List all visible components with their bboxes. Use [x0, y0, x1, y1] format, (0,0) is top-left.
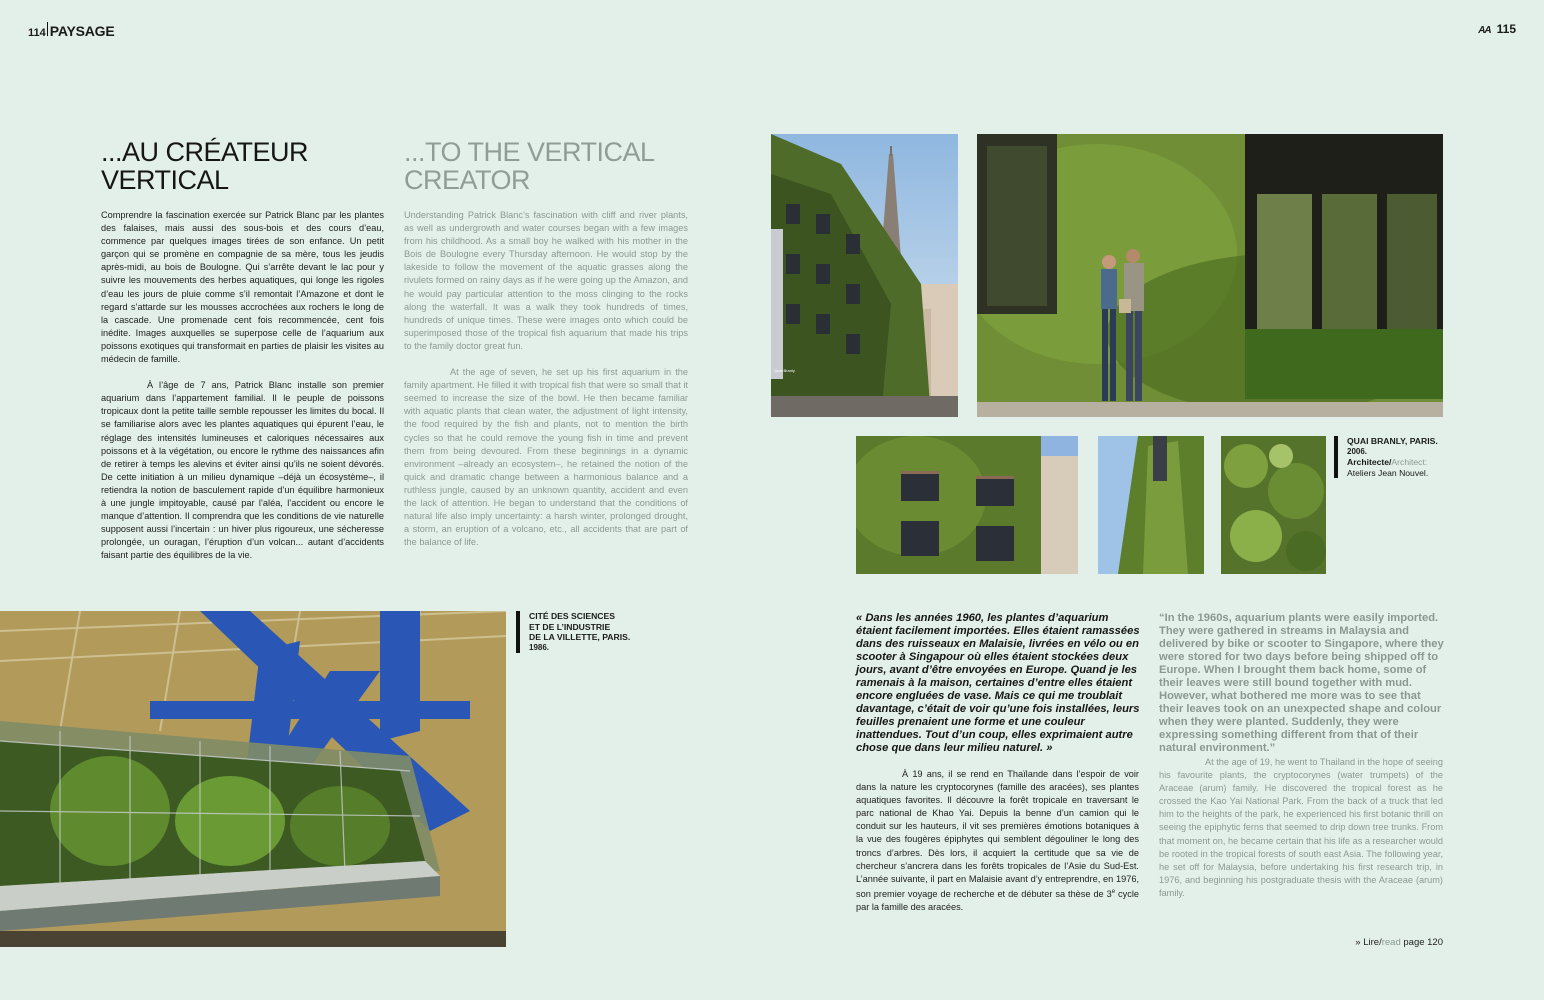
architect-label-en: Architect:: [1391, 457, 1428, 467]
architect-label-fr: Architecte: [1347, 457, 1390, 467]
photo-quai-branly-eiffel: [771, 134, 958, 417]
body-english-column-2: [1159, 756, 1443, 900]
photo-couple-green-wall: [977, 134, 1443, 417]
paragraph: À 19 ans, il se rend en Thaïlande dans l’espoir de voir dans la nature les cryptocorynes (famille des aracées), ses plantes aquatiques favorites. Il découvre la forêt tropicale en traversant le parc national de Khao Yai. Depuis la benne d’un camion qui le conduit sur les hauteurs, il vit ses premières émotions botaniques à la vue des fougères épiphytes qui semblent dégouliner le long des troncs d’arbres. Dès lors, il acquiert la certitude que sa vie de chercheur s’ancrera dans les forêts tropicales de l’Asie du Sud-Est. L’année suivante, il part en Malaisie avant d’y entreprendre, en 1976, son premier voyage de recherche et de débuter sa thèse de 3e cycle par la famille des aracées.: [856, 769, 1139, 912]
paragraph: À l’âge de 7 ans, Patrick Blanc installe son premier aquarium dans l’appartement familial. Il le peuple de poissons tropicaux dont la petite taille semble repousser les limites du bocal. Il se familiarise alors avec les plantes aquatiques qui épurent l’eau, le réglage des intensités lumineuses et caloriques nécessaires aux poissons et à la végétation, ou encore le rythme des naissances afin de retirer à temps les alevins et éviter ainsi qu’ils ne soient dévorés. De cette initiation à un milieu dynamique –déjà un écosystème–, il retiendra la notion de basculement rapide d’un équilibre harmonieux à une jungle impitoyable, causé par l’aléa, l’accident ou encore le manque d’attention. Il comprendra que les conditions de vie naturelle supposent aussi l’incertain : un hiver plus rigoureux, une sécheresse prolongée, un ouragan, l’éruption d’un volcan... autant d’accidents faisant partie des équilibres de la vie.: [101, 380, 384, 561]
heading-french: ...AU CRÉATEUR VERTICAL: [101, 137, 309, 195]
magazine-logo: AA: [1478, 25, 1491, 36]
body-english-column: [404, 209, 688, 549]
photo-wall-closeup: [1221, 436, 1326, 574]
caption-title: QUAI BRANLY, PARIS.: [1347, 436, 1438, 446]
folio-divider: [47, 22, 48, 36]
folio-left: [28, 22, 115, 39]
paragraph: Understanding Patrick Blanc’s fascination with cliff and river plants, as well as undergrowth and water courses began with a few images from his childhood. As a small boy he walked with his mother in the Bois de Boulogne every Thursday afternoon. He would stop by the lakeside to follow the movement of the aquatic grasses along the rivulets formed on rainy days as if he were going up the Amazon, and he would pay particular attention to the moss clinging to the rocks along the waterfall. It was a walk they took hundreds of times, hundreds of unique times. These were images onto which could be superimposed those of the tropical fish aquarium that made his trips to the family doctor great fun.: [404, 210, 688, 351]
body-french-column: [101, 209, 384, 562]
caption-title-line: ET DE L’INDUSTRIE: [529, 621, 611, 632]
page-number-left: 114: [28, 27, 46, 39]
folio-right: [1478, 22, 1516, 36]
paragraph: Comprendre la fascination exercée sur Patrick Blanc par les plantes des falaises, mais aussi des sous-bois et des cours d’eau, commence par quelques images tirées de son enfance. Un petit garçon qui se promène en compagnie de sa mère, tous les jeudis après-midi, au bois de Boulogne. Qui s’arrête devant le lac pour y suivre les mouvements des herbes aquatiques, qui longe les rigoles d’eau les jours de pluie comme s’il remontait l’Amazone et dont le regard s’attarde sur les mousses accrochées aux rochers le long de la cascade. Une promenade cent fois recommencée, cent fois inédite. Images auxquelles se superpose celle de l’aquarium aux poissons exotiques qui transformait en parties de plaisir les visites au médecin de famille.: [101, 210, 384, 365]
paragraph: At the age of seven, he set up his first aquarium in the family apartment. He filled it with tropical fish that were so small that it seemed to increase the size of the bowl. He then became familiar with aquatic plants that clean water, the adjustment of light intensity, the food required by the fish and plants, not to mention the birth cycles so that he could remove the young fish in time and prevent them from being devoured. From these beginnings in a dynamic environment –already an ecosystem–, he retained the notion of the quick and dramatic change between a harmonious balance and a ruthless jungle, caused by an unknown quantity, accident and even the lack of attention. He began to understand that the conditions of natural life also imply uncertainty: a harsh winter, prolonged drought, a storm, an eruption of a volcano, etc., all accidents that are part of the balance of life.: [404, 367, 688, 548]
photo-facade-windows: [856, 436, 1078, 574]
double-chevron-icon: »: [1355, 937, 1361, 948]
caption-quai-branly: QUAI BRANLY, PARIS. 2006. Architecte/Architect: Ateliers Jean Nouvel.: [1334, 436, 1464, 478]
pull-quote-french: « Dans les années 1960, les plantes d’aquarium étaient facilement importées. Elles étaient ramassées dans des ruisseaux en Malaisie, livrées en vélo ou en scooter à Singapour où elles étaient stockées deux jours, avant d’être envoyées en Europe. Quand je les ramenais à la maison, certaines d’entre elles étaient encore engluées de vase. Mais ce qui me troublait davantage, c’était de voir qu’une fois installées, leurs feuilles prenaient une forme et une couleur inattendues. Tout d’un coup, elles exprimaient autre chose que dans leur milieu naturel. »: [856, 612, 1140, 754]
page-number-right: 115: [1496, 22, 1516, 36]
photo-cite-des-sciences: [0, 611, 506, 947]
photo-sign-text: Quai Branly: [774, 368, 795, 373]
caption-title-line: DE LA VILLETTE, PARIS.: [529, 632, 631, 642]
photo-building-corner: [1098, 436, 1204, 574]
heading-english: ...TO THE VERTICAL CREATOR: [404, 137, 655, 195]
pull-quote-english: “In the 1960s, aquarium plants were easily imported. They were gathered in streams in Malaysia and delivered by bike or scooter to Singapore, where they were stored for two days before being shipped off to Europe. When I brought them back home, some of their leaves were still bound together with mud. However, what bothered me more was to see that their leaves took on an unexpected shape and colour when they were planted. Suddenly, they were expressing something different from that of their natural environment.”: [1159, 612, 1444, 754]
section-title: PAYSAGE: [49, 23, 115, 39]
paragraph: At the age of 19, he went to Thailand in the hope of seeing his favourite plants, the cryptocorynes (water trumpets) of the Araceae (arum) family. He discovered the tropical forest as he crossed the Kao Yai National Park. From the back of a truck that led him to the heights of the park, he experienced his first botanic thrill on seeing the epiphytic ferns that seemed to drip down tree trunks. From that moment on, he became certain that his life as a researcher would be rooted in the tropical forests of south east Asia. The following year, he set off for Malaysia, before undertaking his first research trip, in 1976, and beginning his postgraduate thesis with the Araceae (arum) family.: [1159, 757, 1443, 898]
caption-cite-des-sciences: [516, 611, 656, 653]
read-more-link[interactable]: » Lire/read page 120: [1355, 937, 1443, 948]
caption-year: 2006.: [1347, 446, 1368, 456]
architect-name: Ateliers Jean Nouvel.: [1347, 467, 1429, 478]
body-french-column-2: [856, 768, 1139, 914]
caption-year: 1986.: [529, 642, 550, 652]
caption-title-line: CITÉ DES SCIENCES: [529, 611, 615, 621]
